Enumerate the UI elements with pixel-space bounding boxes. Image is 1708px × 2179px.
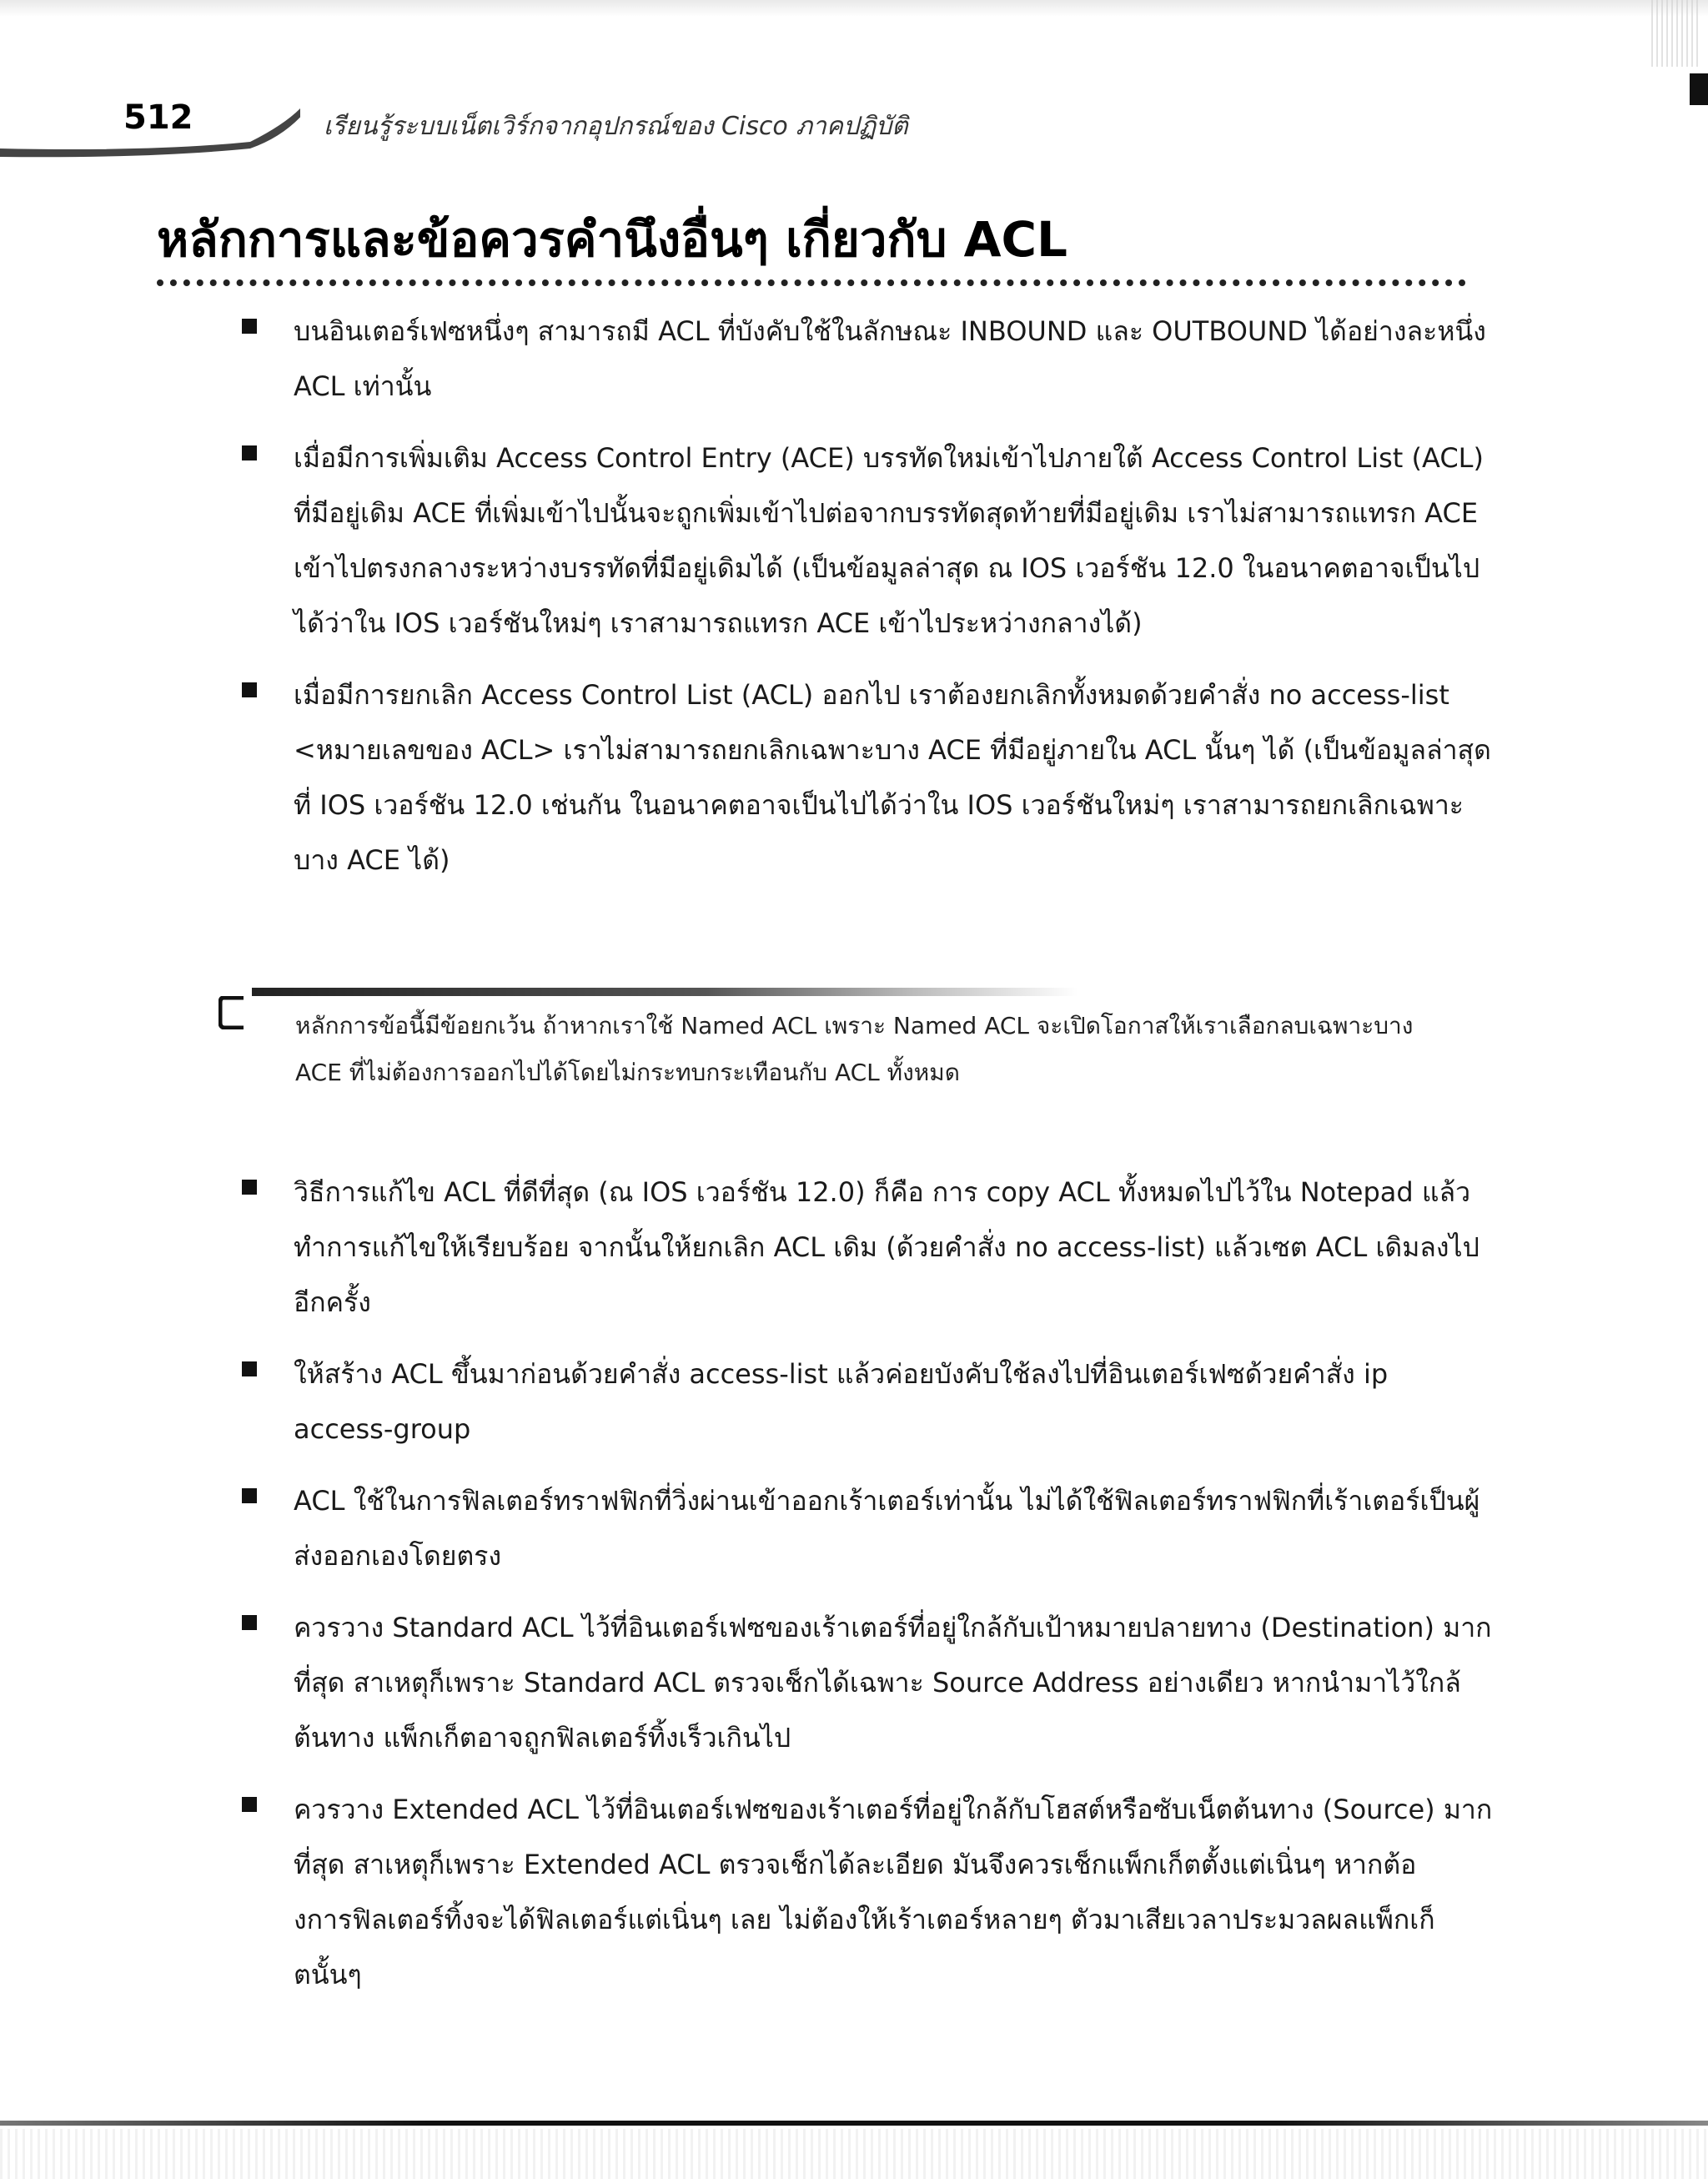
bullet-list-bottom [242,1165,1493,2002]
list-item-text: ควรวาง Extended ACL ไว้ที่อินเตอร์เฟซของเร้าเตอร์ที่อยู่ใกล้กับโฮสต์หรือซับเน็ตต้นทาง (Source) มากที่สุด สาเหตุก็เพราะ Extended ACL ตรวจเช็กได้ละเอียด มันจึงควรเช็กแพ็กเก็ตตั้งแต่เนิ่นๆ หากต้องการฟิลเตอร์ทิ้งจะได้ฟิลเตอร์แต่เนิ่นๆ เลย ไม่ต้องให้เร้าเตอร์หลายๆ ตัวมาเสียเวลาประมวลผลแพ็กเก็ตนั้นๆ [294,1794,1493,1990]
note-text: หลักการข้อนี้มีข้อยกเว้น ถ้าหากเราใช้ Named ACL เพราะ Named ACL จะเปิดโอกาสให้เราเลือกลบเฉพาะบาง ACE ที่ไม่ต้องการออกไปได้โดยไม่กระทบกระเทือนกับ ACL ทั้งหมด [295,1012,1414,1086]
note-bracket-icon [219,996,247,1029]
list-item [242,1346,1493,1457]
running-header: เรียนรู้ระบบเน็ตเวิร์กจากอุปกรณ์ของ Cisco ภาคปฏิบัติ [324,112,908,141]
header-swoosh [0,108,300,159]
list-item [242,1473,1493,1583]
square-bullet-icon [242,1488,257,1503]
square-bullet-icon [242,445,257,460]
section-title: หลักการและข้อควรคำนึงอื่นๆ เกี่ยวกับ ACL [157,200,1466,286]
list-item-text: วิธีการแก้ไข ACL ที่ดีที่สุด (ณ IOS เวอร์ชัน 12.0) ก็คือ การ copy ACL ทั้งหมดไปไว้ใน Notepad แล้วทำการแก้ไขให้เรียบร้อย จากนั้นให้ยกเลิก ACL เดิม (ด้วยคำสั่ง no access-list) แล้วเซต ACL เดิมลงไปอีกครั้ง [294,1176,1479,1318]
square-bullet-icon [242,319,257,334]
scan-top-edge [0,0,1708,17]
list-item [242,430,1493,651]
bullet-list-top [242,304,1493,888]
list-item [242,304,1493,414]
square-bullet-icon [242,682,257,697]
list-item-text: ACL ใช้ในการฟิลเตอร์ทราฟฟิกที่วิ่งผ่านเข้าออกเร้าเตอร์เท่านั้น ไม่ได้ใช้ฟิลเตอร์ทราฟฟิกที่เร้าเตอร์เป็นผู้ส่งออกเองโดยตรง [294,1485,1480,1572]
scan-registration-mark [1690,73,1708,105]
list-item [242,667,1493,888]
page-number: 512 [123,98,193,137]
list-item-text: ควรวาง Standard ACL ไว้ที่อินเตอร์เฟซของเร้าเตอร์ที่อยู่ใกล้กับเป้าหมายปลายทาง (Destination) มากที่สุด สาเหตุก็เพราะ Standard ACL ตรวจเช็กได้เฉพาะ Source Address อย่างเดียว หากนำมาไว้ใกล้ต้นทาง แพ็กเก็ตอาจถูกฟิลเตอร์ทิ้งเร็วเกินไป [294,1612,1492,1754]
list-item [242,1165,1493,1330]
list-item-text: ให้สร้าง ACL ขึ้นมาก่อนด้วยคำสั่ง access-list แล้วค่อยบังคับใช้ลงไปที่อินเตอร์เฟซด้วยคำสั่ง ip access-group [294,1358,1389,1445]
scan-right-edge [1651,0,1701,67]
list-item [242,1782,1493,2002]
list-item-text: บนอินเตอร์เฟซหนึ่งๆ สามารถมี ACL ที่บังคับใช้ในลักษณะ INBOUND และ OUTBOUND ได้อย่างละหนึ่ง ACL เท่านั้น [294,315,1486,402]
note-box [219,988,1453,1113]
scan-bottom-edge [0,2129,1708,2179]
list-item-text: เมื่อมีการยกเลิก Access Control List (ACL) ออกไป เราต้องยกเลิกทั้งหมดด้วยคำสั่ง no access-list <หมายเลขของ ACL> เราไม่สามารถยกเลิกเฉพาะบาง ACE ที่มีอยู่ภายใน ACL นั้นๆ ได้ (เป็นข้อมูลล่าสุดที่ IOS เวอร์ชัน 12.0 เช่นกัน ในอนาคตอาจเป็นไปได้ว่าใน IOS เวอร์ชันใหม่ๆ เราสามารถยกเลิกเฉพาะบาง ACE ได้) [294,679,1491,876]
bottom-rule [0,2121,1708,2126]
list-item [242,1600,1493,1765]
square-bullet-icon [242,1361,257,1376]
note-header-bar [252,988,1078,996]
square-bullet-icon [242,1180,257,1195]
square-bullet-icon [242,1615,257,1630]
square-bullet-icon [242,1797,257,1812]
list-item-text: เมื่อมีการเพิ่มเติม Access Control Entry (ACE) บรรทัดใหม่เข้าไปภายใต้ Access Control List (ACL) ที่มีอยู่เดิม ACE ที่เพิ่มเข้าไปนั้นจะถูกเพิ่มเข้าไปต่อจากบรรทัดสุดท้ายที่มีอยู่เดิม เราไม่สามารถแทรก ACE เข้าไปตรงกลางระหว่างบรรทัดที่มีอยู่เดิมได้ (เป็นข้อมูลล่าสุด ณ IOS เวอร์ชัน 12.0 ในอนาคตอาจเป็นไปได้ว่าใน IOS เวอร์ชันใหม่ๆ เราสามารถแทรก ACE เข้าไประหว่างกลางได้) [294,442,1484,639]
